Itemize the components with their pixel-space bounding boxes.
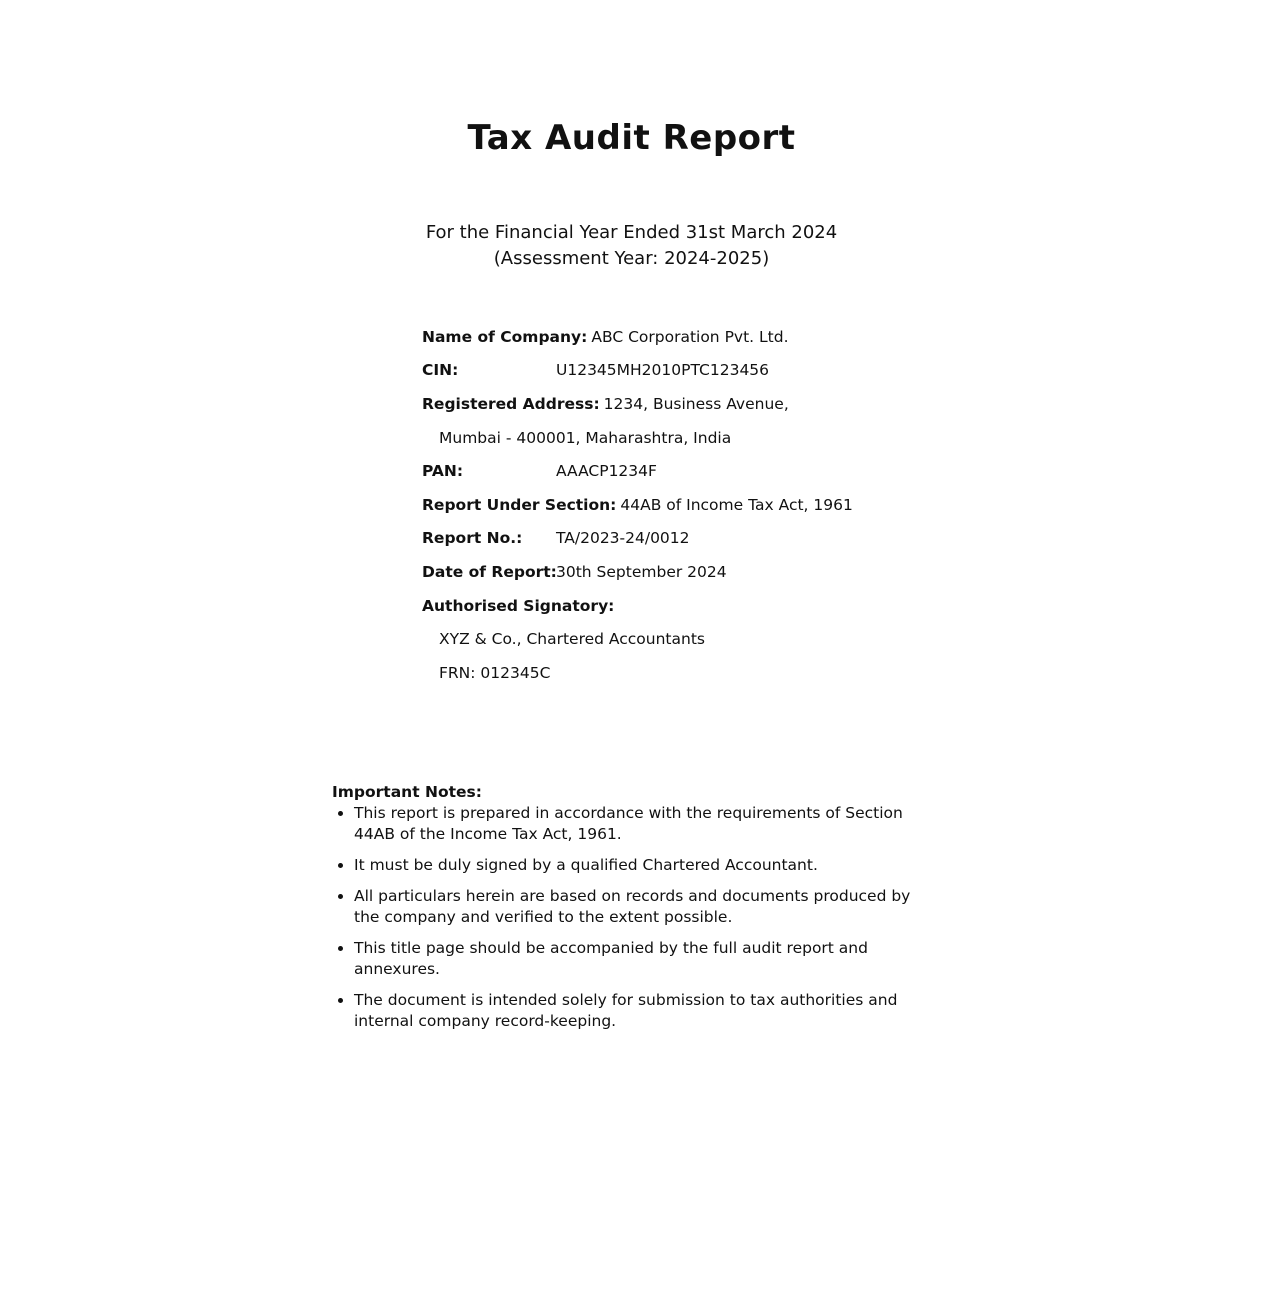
note-item: • The document is intended solely for submission to tax authorities and internal company record-keeping. [354, 990, 932, 1032]
pan-value: AAACP1234F [556, 462, 657, 481]
cin-row [422, 354, 902, 388]
company-name-row [422, 320, 902, 354]
pan-row [422, 454, 902, 488]
address-line-2: Mumbai - 400001, Maharashtra, India [439, 428, 732, 447]
date-row [422, 555, 902, 589]
note-item: • All particulars herein are based on records and documents produced by the company and verified to the extent possible. [354, 886, 932, 928]
date-label: Date of Report: [422, 562, 557, 581]
assessment-year-line: (Assessment Year: 2024-2025) [493, 248, 770, 269]
date-value: 30th September 2024 [556, 562, 727, 581]
company-name-label: Name of Company: [422, 327, 588, 346]
section-label: Report Under Section: [422, 495, 617, 514]
notes-list [332, 803, 932, 1032]
report-no-value: TA/2023-24/0012 [556, 529, 690, 548]
note-item: • It must be duly signed by a qualified Chartered Accountant. [354, 855, 932, 876]
pan-label: PAN: [422, 462, 464, 481]
report-title: Tax Audit Report [467, 118, 796, 158]
signatory-firm: XYZ & Co., Chartered Accountants [439, 630, 705, 649]
signatory-row [422, 589, 902, 623]
section-value: 44AB of Income Tax Act, 1961 [620, 495, 853, 514]
company-name-value: ABC Corporation Pvt. Ltd. [591, 327, 789, 346]
company-details [422, 320, 902, 690]
signatory-frn: FRN: 012345C [439, 663, 551, 682]
signatory-firm-row [422, 622, 902, 656]
address-continuation-row [422, 421, 902, 455]
report-no-row [422, 522, 902, 556]
signatory-label: Authorised Signatory: [422, 596, 615, 615]
signatory-frn-row [422, 656, 902, 690]
financial-year-line: For the Financial Year Ended 31st March 2024 [425, 222, 838, 243]
note-item: • This report is prepared in accordance with the requirements of Section 44AB of the Income Tax Act, 1961. [354, 803, 932, 845]
address-row [422, 387, 902, 421]
important-notes [332, 781, 932, 1042]
cin-value: U12345MH2010PTC123456 [556, 361, 770, 380]
notes-heading: Important Notes: [332, 783, 482, 801]
section-row [422, 488, 902, 522]
address-label: Registered Address: [422, 394, 600, 413]
cin-label: CIN: [422, 361, 459, 380]
note-item: • This title page should be accompanied by the full audit report and annexures. [354, 938, 932, 980]
report-no-label: Report No.: [422, 529, 523, 548]
address-line-1: 1234, Business Avenue, [603, 394, 789, 413]
report-subtitle [0, 220, 1263, 272]
